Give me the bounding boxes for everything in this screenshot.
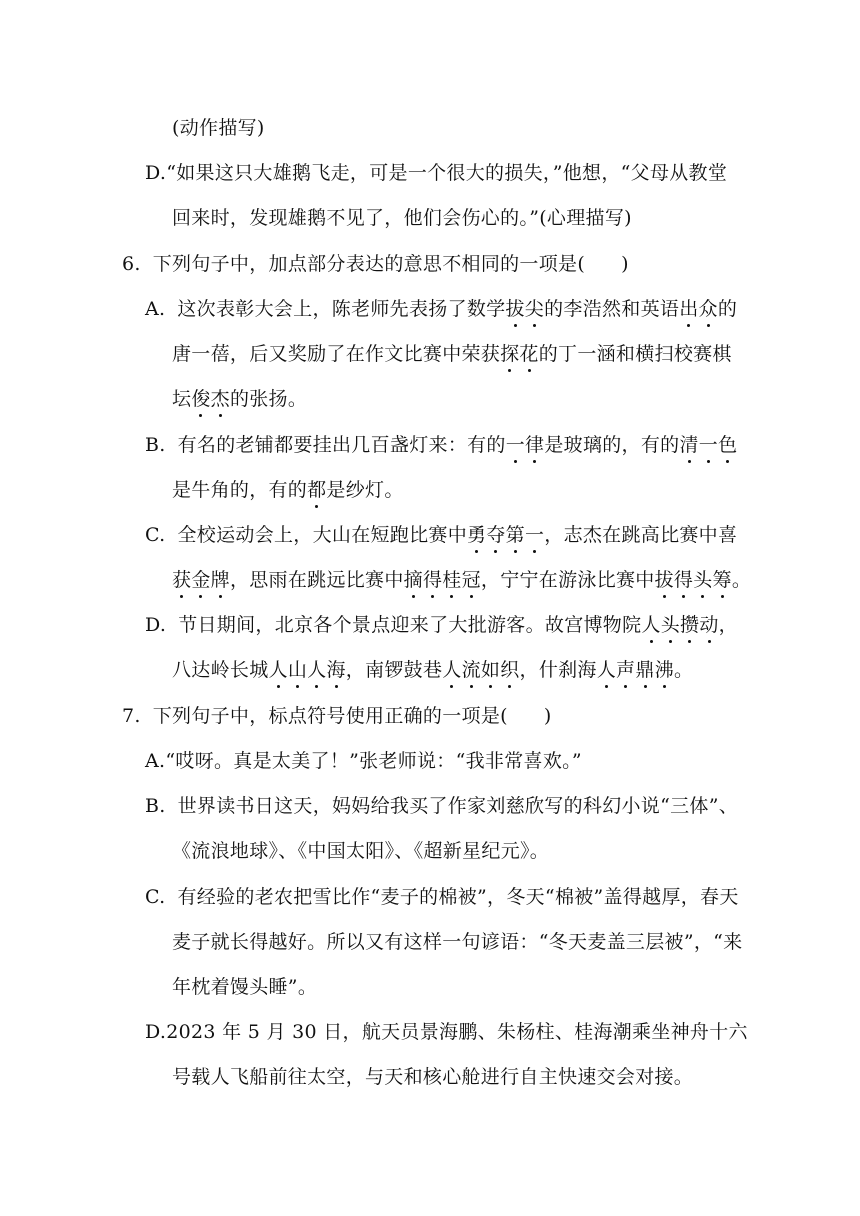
option-label: A. [145, 750, 166, 772]
emphasis-dot-char: 一 [505, 434, 526, 456]
text: 唐一蓓，后又奖励了在作文比赛中荣获 [172, 343, 501, 365]
emphasis-dot-char: 人 [268, 659, 288, 681]
q6-option-b-line2 [172, 477, 404, 503]
q7-option-c-line1 [145, 884, 739, 910]
emphasis-dot-char: 俊 [191, 388, 211, 410]
question-stem: 下列句子中，加点部分表达的意思不相同的一项是( [152, 253, 586, 275]
emphasis-dot-char: 第 [505, 524, 525, 546]
stem-close: ) [621, 253, 629, 275]
dotted-phrase [655, 569, 732, 591]
q6-stem [122, 251, 629, 277]
text: 是纱灯。 [326, 479, 404, 501]
text: ，思雨在跳远比赛中 [229, 569, 404, 591]
text: 这次表彰大会上，陈老师先表扬了数学 [177, 298, 506, 320]
text: 的 [717, 298, 738, 320]
text: ，宁宁在游泳比赛中 [480, 569, 655, 591]
text: 是玻璃的，有的 [544, 434, 680, 456]
question-number: 6. [122, 253, 141, 275]
q7-option-d-line2: 号载人飞船前往太空，与天和核心舱进行自主快速交会对接。 [172, 1066, 694, 1088]
emphasis-dot-char: 人 [307, 659, 327, 681]
q6-option-a-line1 [145, 296, 737, 322]
emphasis-dot-char: 摘 [403, 569, 423, 591]
dotted-phrase [442, 659, 519, 681]
emphasis-dot-char: 海 [326, 659, 346, 681]
option-label: C. [145, 886, 166, 908]
stem-close: ) [543, 705, 552, 727]
q6-option-d-line2 [172, 657, 693, 683]
emphasis-dot-char: 桂 [442, 569, 462, 591]
text: ， [718, 614, 738, 636]
q7-option-a [145, 748, 582, 774]
dotted-phrase [641, 614, 718, 636]
q5-option-d-line1 [145, 160, 727, 186]
option-label: D. [145, 162, 167, 184]
text: ，志杰在跳高比赛中喜 [544, 524, 738, 546]
text: 。 [673, 659, 694, 681]
emphasis-dot-char: 勇 [467, 524, 487, 546]
text: 的张扬。 [229, 388, 308, 410]
emphasis-dot-char: 攒 [680, 614, 700, 636]
emphasis-dot-char: 尖 [524, 298, 545, 320]
option-label: B. [145, 434, 166, 456]
emphasis-dot-char: 金 [191, 569, 211, 591]
emphasis-dot-char: 人 [596, 659, 617, 681]
q6-option-a-line2 [172, 341, 732, 367]
emphasis-dot-char: 清 [679, 434, 699, 456]
dotted-phrase [467, 524, 544, 546]
emphasis-dot-char: 沸 [654, 659, 674, 681]
q7-option-b-line1 [145, 793, 738, 819]
dotted-phrase [505, 298, 544, 320]
q7-option-d-line1 [145, 1019, 748, 1045]
emphasis-dot-char: 都 [307, 479, 327, 501]
dotted-phrase [191, 388, 230, 410]
dotted-phrase [506, 434, 545, 456]
emphasis-dot-char: 拔 [654, 569, 674, 591]
emphasis-dot-char: 得 [422, 569, 443, 591]
emphasis-dot-char: 头 [693, 569, 713, 591]
dotted-phrase [269, 659, 346, 681]
emphasis-dot-char: 声 [616, 659, 636, 681]
text: 全校运动会上，大山在短跑比赛中 [177, 524, 468, 546]
option-label: D. [145, 614, 167, 636]
emphasis-dot-char: 拔 [505, 298, 525, 320]
q5-option-c-tail: (动作描写) [172, 117, 265, 139]
dotted-phrase [307, 479, 326, 501]
dotted-phrase [500, 343, 539, 365]
emphasis-dot-char: 筹 [712, 569, 732, 591]
text: 的丁一涵和横扫校赛棋 [538, 343, 732, 365]
text: 节日期间，北京各个景点迎来了大批游客。故宫博物院 [178, 614, 642, 636]
text: 有名的老铺都要挂出几百盏灯来：有的 [177, 434, 506, 456]
dotted-phrase [679, 298, 718, 320]
emphasis-dot-char: 冠 [461, 569, 481, 591]
dotted-phrase [404, 569, 481, 591]
emphasis-dot-char: 花 [519, 343, 539, 365]
text: 坛 [172, 388, 192, 410]
dotted-phrase [679, 434, 737, 456]
option-text: 2023 年 5 月 30 日，航天员景海鹏、朱杨柱、桂海潮乘坐神舟十六 [166, 1021, 748, 1043]
emphasis-dot-char: 牌 [210, 569, 230, 591]
option-label: B. [145, 795, 166, 817]
emphasis-dot-char: 人 [641, 614, 661, 636]
text: ，什刹海 [519, 659, 597, 681]
emphasis-dot-char: 色 [718, 434, 738, 456]
emphasis-dot-char: 山 [287, 659, 308, 681]
text: 八达岭长城 [172, 659, 269, 681]
text: 。 [731, 569, 752, 591]
dotted-phrase [597, 659, 674, 681]
emphasis-dot-char: 织 [500, 659, 520, 681]
option-text: 世界读书日这天，妈妈给我买了作家刘慈欣写的科幻小说“三体”、 [177, 795, 739, 817]
dotted-phrase [172, 569, 230, 591]
emphasis-dot-char: 一 [698, 434, 719, 456]
text: ，南锣鼓巷 [345, 659, 443, 681]
option-text: “如果这只大雄鹅飞走，可是一个很大的损失，”他想，“父母从教堂 [166, 162, 728, 184]
text: 的李浩然和英语 [544, 298, 680, 320]
q6-option-b-line1 [145, 432, 737, 458]
text: 是牛角的，有的 [172, 479, 308, 501]
emphasis-dot-char: 得 [673, 569, 694, 591]
emphasis-dot-char: 夺 [486, 524, 506, 546]
emphasis-dot-char: 众 [698, 298, 718, 320]
option-label: D. [145, 1021, 167, 1043]
emphasis-dot-char: 一 [524, 524, 545, 546]
emphasis-dot-char: 人 [442, 659, 462, 681]
option-text: 有经验的老农把雪比作“麦子的棉被”，冬天“棉被”盖得越厚，春天 [177, 886, 739, 908]
option-label: A. [145, 298, 166, 320]
emphasis-dot-char: 杰 [210, 388, 230, 410]
emphasis-dot-char: 探 [500, 343, 520, 365]
emphasis-dot-char: 头 [660, 614, 681, 636]
emphasis-dot-char: 出 [679, 298, 699, 320]
emphasis-dot-char: 鼎 [635, 659, 655, 681]
q6-option-c-line2 [172, 567, 751, 593]
q7-option-b-line2: 《流浪地球》、《中国太阳》、《超新星纪元》。 [172, 840, 550, 862]
option-text: “哎呀。真是太美了！”张老师说：“我非常喜欢。” [165, 750, 582, 772]
q6-option-a-line3 [172, 386, 307, 412]
emphasis-dot-char: 获 [172, 569, 192, 591]
q6-option-d-line1 [145, 612, 738, 638]
emphasis-dot-char: 如 [480, 659, 501, 681]
q5-option-d-line2: 回来时，发现雄鹅不见了，他们会伤心的。”(心理描写) [172, 207, 632, 229]
option-label: C. [145, 524, 166, 546]
question-stem: 下列句子中，标点符号使用正确的一项是( [152, 705, 508, 727]
q6-option-c-line1 [145, 522, 737, 548]
q7-stem [122, 703, 552, 729]
emphasis-dot-char: 动 [699, 614, 719, 636]
question-number: 7. [122, 705, 141, 727]
q7-option-c-line3: 年枕着馒头睡”。 [172, 976, 318, 998]
emphasis-dot-char: 流 [461, 659, 481, 681]
q7-option-c-line2: 麦子就长得越好。所以又有这样一句谚语：“冬天麦盖三层被”，“来 [172, 931, 743, 953]
emphasis-dot-char: 律 [525, 434, 545, 456]
